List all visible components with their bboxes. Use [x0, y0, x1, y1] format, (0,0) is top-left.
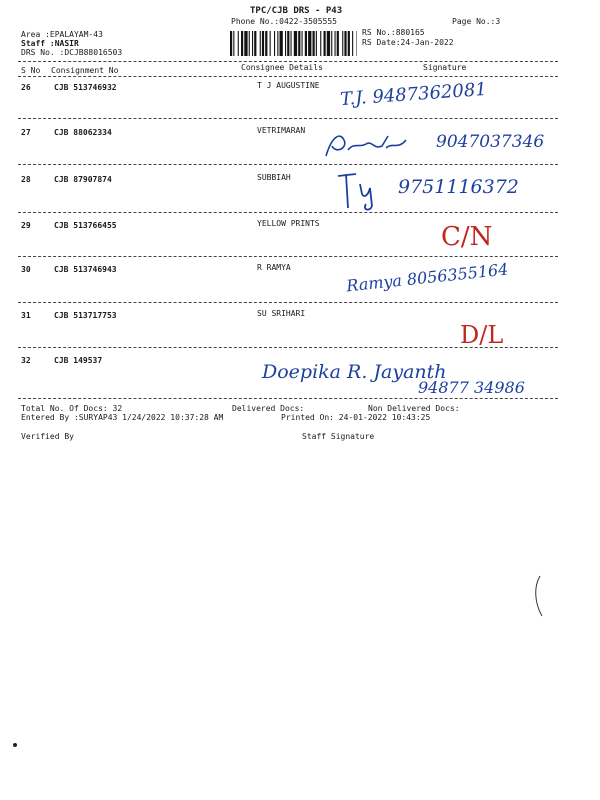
- drs-number: DRS No. :DCJB88016503: [21, 48, 123, 57]
- table-bottom-divider: [18, 398, 558, 399]
- barcode-bar: [316, 31, 317, 56]
- row-sno: 28: [21, 175, 31, 184]
- row-divider: [18, 118, 558, 119]
- barcode-bar: [305, 31, 307, 56]
- header-divider-bottom: [18, 76, 558, 77]
- row-consignment: CJB 149537: [54, 356, 103, 365]
- barcode-bar: [294, 31, 297, 56]
- barcode-bar: [302, 31, 303, 56]
- row-divider: [18, 302, 558, 303]
- column-header-signature: Signature: [423, 63, 467, 72]
- total-docs: Total No. Of Docs: 32: [21, 404, 123, 413]
- column-header-consignment: Consignment No: [51, 66, 119, 75]
- barcode-bar: [337, 31, 339, 56]
- row-sno: 29: [21, 221, 31, 230]
- barcode-bar: [254, 31, 256, 56]
- barcode: [230, 31, 357, 56]
- row-consignment: CJB 513746943: [54, 265, 117, 274]
- staff-label: Staff :NASIR: [21, 39, 79, 48]
- row-handwriting: C/N: [441, 222, 493, 252]
- row-signature-scribble: [322, 126, 422, 162]
- row-signature-scribble: [332, 168, 392, 212]
- barcode-bar: [238, 31, 239, 56]
- rs-number: RS No.:880165: [362, 28, 425, 37]
- row-phone-handwriting: 94877 34986: [418, 378, 525, 397]
- barcode-bar: [260, 31, 261, 56]
- document-title: TPC/CJB DRS - P43: [250, 6, 343, 16]
- barcode-bar: [357, 31, 358, 56]
- row-handwriting: Doepika R. Jayanth: [262, 361, 447, 383]
- area-label: Area :EPALAYAM-43: [21, 30, 103, 39]
- row-status-mark: D/L: [460, 321, 504, 349]
- row-sno: 26: [21, 83, 31, 92]
- row-handwriting: 9047037346: [436, 132, 545, 152]
- barcode-bar: [233, 31, 234, 56]
- barcode-bar: [252, 31, 253, 56]
- row-consignment: CJB 88062334: [54, 128, 112, 137]
- barcode-bar: [331, 31, 332, 56]
- barcode-bar: [324, 31, 326, 56]
- phone-number: Phone No.:0422-3505555: [231, 17, 337, 26]
- barcode-bar: [287, 31, 289, 56]
- barcode-bar: [249, 31, 250, 56]
- row-divider: [18, 256, 558, 257]
- barcode-bar: [277, 31, 278, 56]
- barcode-bar: [274, 31, 275, 56]
- barcode-bar: [244, 31, 247, 56]
- barcode-bar: [320, 31, 321, 56]
- row-sno: 32: [21, 356, 31, 365]
- barcode-bar: [270, 31, 271, 56]
- row-consignee: SU SRIHARI: [257, 309, 306, 318]
- barcode-bar: [335, 31, 336, 56]
- barcode-bar: [291, 31, 292, 56]
- row-handwriting: 9751116372: [398, 176, 519, 198]
- row-consignment: CJB 513746932: [54, 83, 117, 92]
- barcode-bar: [241, 31, 243, 56]
- stray-dot-mark: [10, 740, 20, 750]
- row-consignment: CJB 87907874: [54, 175, 112, 184]
- row-consignment: CJB 513766455: [54, 221, 117, 230]
- barcode-bar: [308, 31, 311, 56]
- stray-pen-mark: [530, 572, 546, 620]
- row-consignee: R RAMYA: [257, 263, 291, 272]
- barcode-bar: [344, 31, 346, 56]
- staff-signature: Staff Signature: [302, 432, 375, 441]
- row-handwriting: Ramya 8056355164: [345, 259, 510, 296]
- row-sno: 27: [21, 128, 31, 137]
- barcode-bar: [342, 31, 343, 56]
- barcode-bar: [280, 31, 283, 56]
- row-divider: [18, 164, 558, 165]
- non-delivered-docs: Non Delivered Docs:: [368, 404, 460, 413]
- row-consignee: SUBBIAH: [257, 173, 291, 182]
- barcode-bar: [298, 31, 300, 56]
- row-consignee: YELLOW PRINTS: [257, 219, 320, 228]
- column-header-consignee: Consignee Details: [241, 63, 323, 72]
- printed-on: Printed On: 24-01-2022 10:43:25: [281, 413, 431, 422]
- row-handwriting: T.J. 9487362081: [339, 78, 488, 111]
- barcode-bar: [285, 31, 286, 56]
- row-sno: 31: [21, 311, 31, 320]
- barcode-bar: [348, 31, 350, 56]
- rs-date: RS Date:24-Jan-2022: [362, 38, 454, 47]
- row-sno: 30: [21, 265, 31, 274]
- page-number: Page No.:3: [452, 17, 501, 26]
- barcode-bar: [352, 31, 353, 56]
- column-header-sno: S No: [21, 66, 41, 75]
- entered-by: Entered By :SURYAP43 1/24/2022 10:37:28 AM: [21, 413, 224, 422]
- barcode-bar: [313, 31, 315, 56]
- barcode-bar: [262, 31, 264, 56]
- row-consignee: VETRIMARAN: [257, 126, 306, 135]
- delivered-docs: Delivered Docs:: [232, 404, 305, 413]
- header-divider-top: [18, 61, 558, 62]
- barcode-bar: [265, 31, 267, 56]
- row-divider: [18, 212, 558, 213]
- verified-by: Verified By: [21, 432, 74, 441]
- row-consignment: CJB 513717753: [54, 311, 117, 320]
- row-consignee: T J AUGUSTINE: [257, 81, 320, 90]
- barcode-bar: [327, 31, 330, 56]
- barcode-bar: [230, 31, 232, 56]
